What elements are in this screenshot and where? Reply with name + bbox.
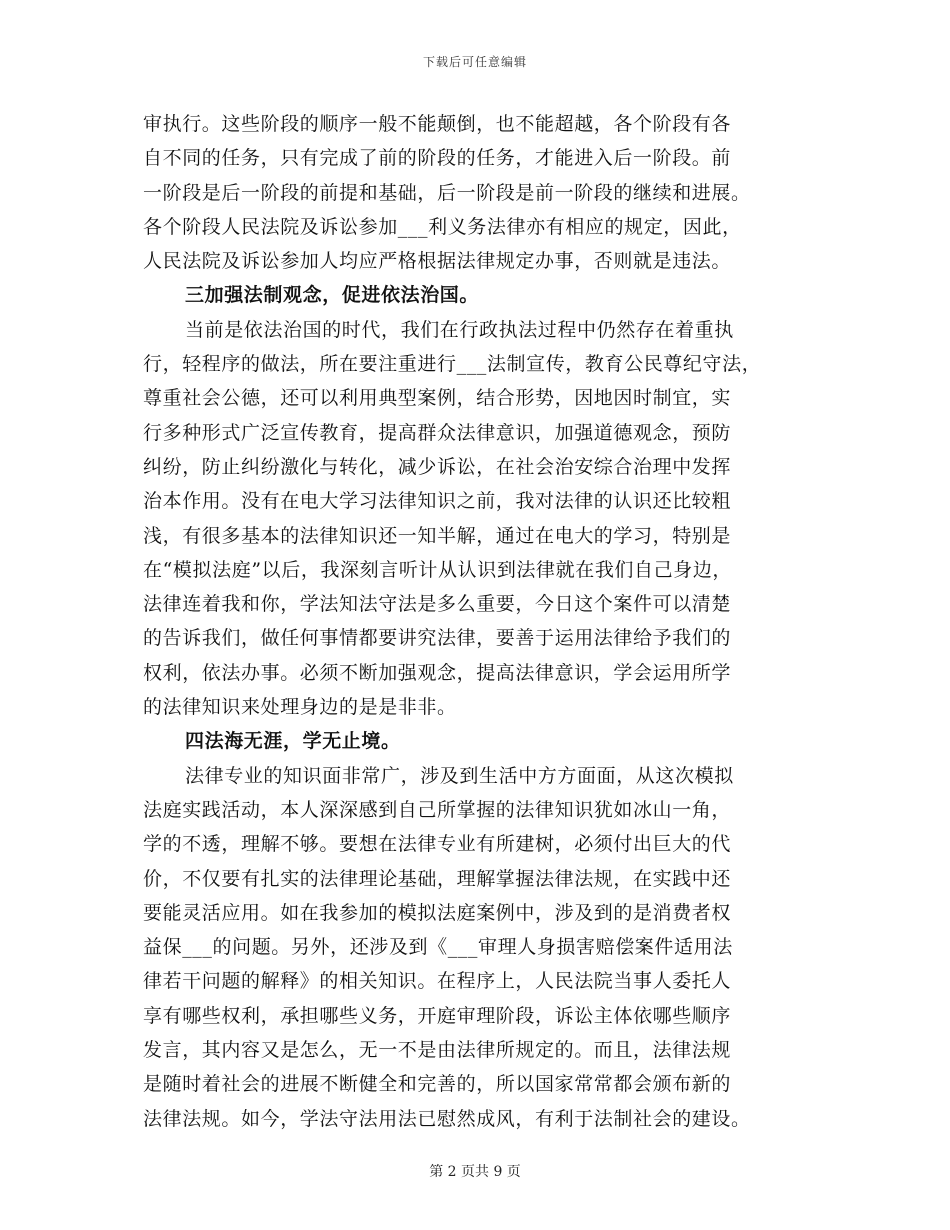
text-line: 尊重社会公德，还可以利用典型案例，结合形势，因地因时制宜，实 xyxy=(143,387,732,410)
page-header: 下载后可任意编辑 xyxy=(422,55,527,69)
text-line: 益保___的问题。另外，还涉及到《___审理人身损害赔偿案件适用法 xyxy=(143,936,733,959)
text-line: 法庭实践活动，本人深深感到自己所掌握的法律知识犹如冰山一角， xyxy=(143,798,732,821)
page-number: 第 2 页共 9 页 xyxy=(429,1164,521,1180)
text-line: 行多种形式广泛宣传教育，提高群众法律意识，加强道德观念，预防 xyxy=(143,421,732,444)
text-line: 自不同的任务，只有完成了前的阶段的任务，才能进入后一阶段。前 xyxy=(143,147,732,170)
text-line: 法律连着我和你，学法知法守法是多么重要，今日这个案件可以清楚 xyxy=(143,593,732,616)
text-line: 一阶段是后一阶段的前提和基础，后一阶段是前一阶段的继续和进展。 xyxy=(143,181,751,204)
text-line: 审执行。这些阶段的顺序一般不能颠倒，也不能超越，各个阶段有各 xyxy=(143,113,732,135)
text-line: 的法律知识来处理身边的是是非非。 xyxy=(143,696,457,719)
text-line: 权利，依法办事。必须不断加强观念，提高法律意识，学会运用所学 xyxy=(143,661,732,684)
text-line: 浅，有很多基本的法律知识还一知半解，通过在电大的学习，特别是 xyxy=(143,524,732,547)
section-heading: 四法海无涯，学无止境。 xyxy=(185,730,401,753)
text-line: 在“模拟法庭”以后，我深刻言听计从认识到法律就在我们自己身边， xyxy=(143,558,733,581)
text-line: 发言，其内容又是怎么，无一不是由法律所规定的。而且，法律法规 xyxy=(143,1039,732,1062)
text-line: 要能灵活应用。如在我参加的模拟法庭案例中，涉及到的是消费者权 xyxy=(143,901,732,924)
text-line: 人民法院及诉讼参加人均应严格根据法律规定办事，否则就是违法。 xyxy=(143,250,732,273)
text-line: 的告诉我们，做任何事情都要讲究法律，要善于运用法律给予我们的 xyxy=(143,627,732,650)
text-line: 法律专业的知识面非常广，涉及到生活中方方面面，从这次模拟 xyxy=(185,764,734,787)
text-line: 各个阶段人民法院及诉讼参加___利义务法律亦有相应的规定，因此， xyxy=(143,215,742,238)
section-heading: 三加强法制观念，促进依法治国。 xyxy=(185,284,480,307)
text-line: 学的不透，理解不够。要想在法律专业有所建树，必须付出巨大的代 xyxy=(143,833,732,856)
text-line: 享有哪些权利，承担哪些义务，开庭审理阶段，诉讼主体依哪些顺序 xyxy=(143,1004,732,1027)
text-line: 价，不仅要有扎实的法律理论基础，理解掌握法律法规，在实践中还 xyxy=(143,867,732,890)
document-body xyxy=(143,107,823,1136)
text-line: 律若干问题的解释》的相关知识。在程序上，人民法院当事人委托人 xyxy=(143,970,732,993)
text-line: 是随时着社会的进展不断健全和完善的，所以国家常常都会颁布新的 xyxy=(143,1073,732,1096)
text-line: 法律法规。如今，学法守法用法已慰然成风，有利于法制社会的建设。 xyxy=(143,1107,751,1130)
text-line: 治本作用。没有在电大学习法律知识之前，我对法律的认识还比较粗 xyxy=(143,490,732,513)
text-line: 行，轻程序的做法，所在要注重进行___法制宣传，教育公民尊纪守法， xyxy=(143,353,762,376)
text-line: 当前是依法治国的时代，我们在行政执法过程中仍然存在着重执 xyxy=(185,318,734,341)
text-line: 纠纷，防止纠纷激化与转化，减少诉讼，在社会治安综合治理中发挥 xyxy=(143,455,732,478)
